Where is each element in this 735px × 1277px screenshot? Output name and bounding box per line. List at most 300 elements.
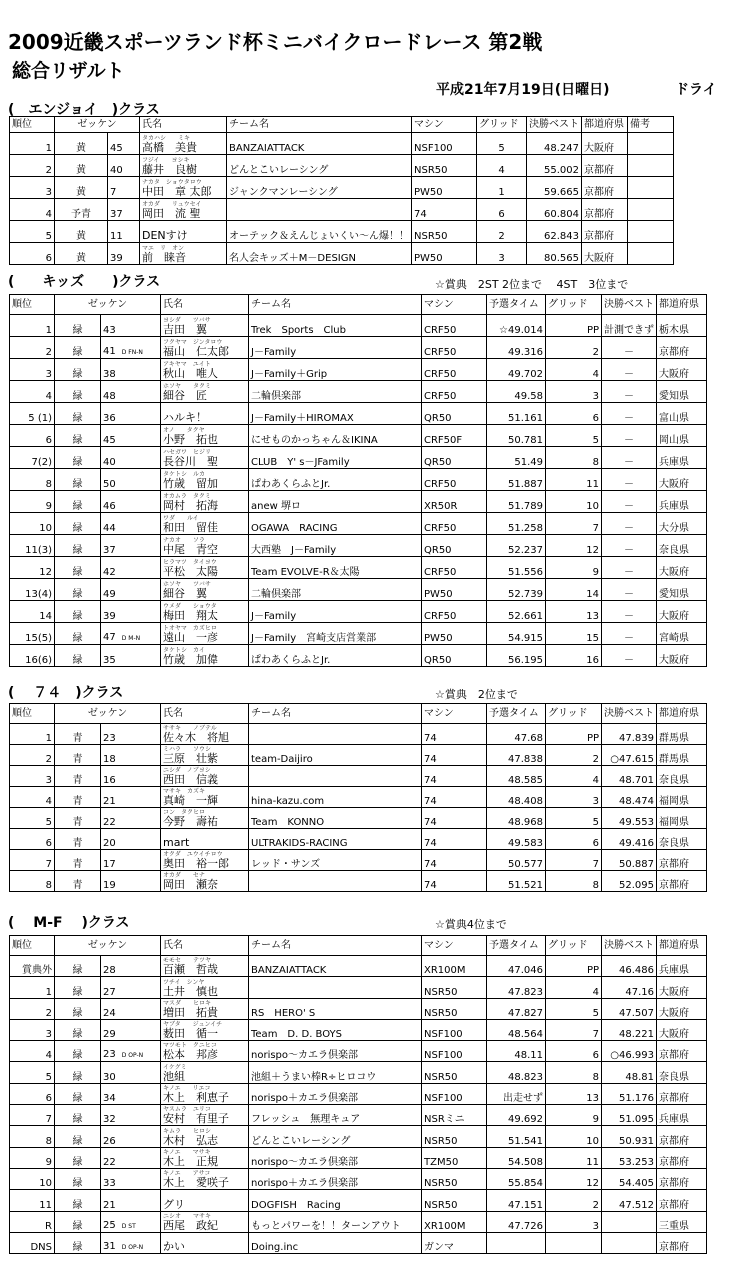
race-number: 32 bbox=[103, 1114, 116, 1126]
table-row bbox=[10, 724, 707, 745]
cell-grid: 5 bbox=[546, 998, 602, 1019]
cell-best-lap: 60.804 bbox=[527, 199, 582, 221]
cell-position: 10 bbox=[10, 513, 55, 535]
cell-grid: PP bbox=[546, 724, 602, 745]
cell-machine: PW50 bbox=[422, 579, 487, 601]
name-furigana: ホソヤ ツバサ bbox=[163, 581, 211, 588]
column-header: チーム名 bbox=[227, 117, 412, 133]
cell-machine: 74 bbox=[422, 850, 487, 871]
rider-name: 木上 利恵子 bbox=[163, 1091, 229, 1105]
cell-machine: CRF50 bbox=[422, 337, 487, 359]
cell-grid: 4 bbox=[546, 766, 602, 787]
cell-best-lap: － bbox=[602, 601, 657, 623]
name-furigana: キムラ ヒロシ bbox=[163, 1127, 211, 1135]
cell-qualifying-time: 51.521 bbox=[487, 871, 546, 892]
cell-grid: 9 bbox=[546, 557, 602, 579]
cell-number bbox=[101, 977, 161, 998]
table-row bbox=[10, 977, 707, 998]
cell-machine: CRF50 bbox=[422, 381, 487, 403]
cell-team: CLUB Y' s－JFamily bbox=[249, 447, 422, 469]
table-row bbox=[10, 1168, 707, 1189]
cell-best-lap bbox=[602, 1232, 657, 1253]
cell-grid: 2 bbox=[546, 337, 602, 359]
cell-grid: 6 bbox=[477, 199, 527, 221]
cell-number bbox=[101, 645, 161, 667]
cell-machine: 74 bbox=[422, 808, 487, 829]
cell-position: 13(4) bbox=[10, 579, 55, 601]
cell-machine: XR50R bbox=[422, 491, 487, 513]
cell-number bbox=[101, 513, 161, 535]
table-row bbox=[10, 1105, 707, 1126]
cell-qualifying-time: 47.823 bbox=[487, 977, 546, 998]
name-furigana: マエ リ オン bbox=[142, 245, 185, 252]
number-class-tag: D FN-N bbox=[121, 349, 143, 356]
cell-plate-color: 緑 bbox=[55, 1190, 101, 1211]
cell-number bbox=[101, 1211, 161, 1232]
cell-prefecture: 奈良県 bbox=[657, 829, 707, 850]
cell-number bbox=[101, 724, 161, 745]
cell-prefecture: 京都府 bbox=[657, 1232, 707, 1253]
cell-team bbox=[249, 977, 422, 998]
table-row bbox=[10, 623, 707, 645]
column-header: 氏名 bbox=[161, 936, 249, 956]
race-number: 43 bbox=[103, 325, 116, 336]
results-table bbox=[9, 294, 707, 667]
cell-machine: NSR50 bbox=[412, 221, 477, 243]
cell-position: 賞典外 bbox=[10, 956, 55, 977]
name-furigana: キノエ マサキ bbox=[163, 1148, 211, 1156]
cell-plate-color: 緑 bbox=[55, 645, 101, 667]
cell-plate-color: 緑 bbox=[55, 447, 101, 469]
cell-rider-name bbox=[161, 359, 249, 381]
cell-position: 6 bbox=[10, 1083, 55, 1104]
cell-prefecture: 宮崎県 bbox=[657, 623, 707, 645]
cell-number bbox=[101, 1062, 161, 1083]
table-row bbox=[10, 221, 674, 243]
cell-grid: 12 bbox=[546, 535, 602, 557]
cell-rider-name bbox=[161, 1062, 249, 1083]
race-number: 27 bbox=[103, 986, 116, 998]
cell-qualifying-time: 47.838 bbox=[487, 745, 546, 766]
cell-qualifying-time: 55.854 bbox=[487, 1168, 546, 1189]
column-header: 決勝ベスト bbox=[602, 295, 657, 315]
cell-number bbox=[101, 469, 161, 491]
cell-team: anew 堺ロ bbox=[249, 491, 422, 513]
name-furigana: ウメダ ショウタ bbox=[163, 603, 217, 610]
cell-best-lap: 51.176 bbox=[602, 1083, 657, 1104]
cell-best-lap: － bbox=[602, 557, 657, 579]
cell-prefecture: 京都府 bbox=[657, 337, 707, 359]
cell-prefecture: 大阪府 bbox=[657, 469, 707, 491]
race-number: 16 bbox=[103, 775, 116, 786]
cell-team: RS HERO' S bbox=[249, 998, 422, 1019]
race-number: 42 bbox=[103, 567, 116, 578]
cell-plate-color: 青 bbox=[55, 850, 101, 871]
race-number: 33 bbox=[103, 1178, 116, 1190]
cell-best-lap: 52.095 bbox=[602, 871, 657, 892]
cell-number bbox=[101, 998, 161, 1019]
cell-position: 3 bbox=[10, 359, 55, 381]
rider-name: 中尾 青空 bbox=[163, 543, 218, 556]
column-header: 備考 bbox=[628, 117, 674, 133]
cell-number bbox=[101, 579, 161, 601]
cell-position: 2 bbox=[10, 155, 55, 177]
rider-name: 西田 信義 bbox=[163, 773, 218, 786]
cell-position: 2 bbox=[10, 998, 55, 1019]
cell-rider-name bbox=[161, 829, 249, 850]
cell-grid: 5 bbox=[477, 133, 527, 155]
cell-rider-name bbox=[161, 425, 249, 447]
section-title: ( エンジョイ )クラス bbox=[8, 102, 160, 118]
column-header: 予選タイム bbox=[487, 936, 546, 956]
cell-position: 6 bbox=[10, 829, 55, 850]
cell-best-lap: － bbox=[602, 645, 657, 667]
cell-machine: PW50 bbox=[412, 177, 477, 199]
cell-grid: 14 bbox=[546, 579, 602, 601]
rider-name: 池組 bbox=[163, 1069, 185, 1083]
cell-best-lap: 53.253 bbox=[602, 1147, 657, 1168]
cell-rider-name bbox=[161, 447, 249, 469]
table-row bbox=[10, 557, 707, 579]
cell-qualifying-time: 50.577 bbox=[487, 850, 546, 871]
cell-prefecture: 大阪府 bbox=[657, 977, 707, 998]
column-header: 決勝ベスト bbox=[602, 936, 657, 956]
cell-plate-color: 緑 bbox=[55, 956, 101, 977]
cell-plate-color: 青 bbox=[55, 829, 101, 850]
cell-position: 6 bbox=[10, 243, 55, 265]
doc-title: 2009近畿スポーツランド杯ミニバイクロードレース 第2戦 bbox=[8, 30, 543, 54]
cell-grid: 3 bbox=[546, 1211, 602, 1232]
cell-best-lap: － bbox=[602, 579, 657, 601]
race-number: 45 bbox=[110, 143, 123, 154]
cell-qualifying-time: 52.237 bbox=[487, 535, 546, 557]
cell-position: 8 bbox=[10, 871, 55, 892]
cell-plate-color: 緑 bbox=[55, 623, 101, 645]
cell-prefecture: 兵庫県 bbox=[657, 447, 707, 469]
cell-machine: PW50 bbox=[412, 243, 477, 265]
rider-name: 増田 拓貴 bbox=[163, 1005, 218, 1019]
cell-machine: NSF100 bbox=[422, 1019, 487, 1040]
cell-best-lap: 62.843 bbox=[527, 221, 582, 243]
cell-machine: 74 bbox=[422, 745, 487, 766]
cell-number bbox=[101, 1232, 161, 1253]
cell-position: 1 bbox=[10, 315, 55, 337]
race-number: 45 bbox=[103, 435, 116, 446]
rider-name: 小野 拓也 bbox=[163, 433, 218, 446]
number-class-tag: D M-N bbox=[121, 635, 141, 642]
race-number: 47 bbox=[103, 632, 116, 643]
cell-rider-name bbox=[140, 133, 227, 155]
cell-position: 5 bbox=[10, 221, 55, 243]
rider-name: ハルキ！ bbox=[163, 411, 207, 424]
section-title: ( M-F )クラス bbox=[8, 915, 130, 931]
cell-qualifying-time: 49.702 bbox=[487, 359, 546, 381]
cell-machine: 74 bbox=[422, 787, 487, 808]
cell-best-lap: 47.16 bbox=[602, 977, 657, 998]
cell-machine: NSR50 bbox=[412, 155, 477, 177]
cell-prefecture: 大阪府 bbox=[582, 133, 628, 155]
cell-best-lap: － bbox=[602, 425, 657, 447]
name-furigana: コン タクヒロ bbox=[163, 809, 206, 816]
cell-plate-color: 黄 bbox=[55, 221, 108, 243]
rider-name: 土井 慎也 bbox=[163, 984, 218, 998]
cell-rider-name bbox=[161, 381, 249, 403]
table-row bbox=[10, 155, 674, 177]
section-title: ( ７４ )クラス bbox=[8, 685, 124, 701]
cell-grid: 8 bbox=[546, 1062, 602, 1083]
cell-team: どんとこいレーシング bbox=[249, 1126, 422, 1147]
race-number: 7 bbox=[110, 187, 117, 198]
cell-number bbox=[101, 1190, 161, 1211]
cell-prefecture: 奈良県 bbox=[657, 535, 707, 557]
column-header: 順位 bbox=[10, 936, 55, 956]
cell-prefecture: 三重県 bbox=[657, 1211, 707, 1232]
cell-prefecture: 栃木県 bbox=[657, 315, 707, 337]
column-header: 決勝ベスト bbox=[527, 117, 582, 133]
table-row bbox=[10, 645, 707, 667]
cell-grid: 12 bbox=[546, 1168, 602, 1189]
column-header: ゼッケン bbox=[55, 936, 161, 956]
cell-best-lap: 48.81 bbox=[602, 1062, 657, 1083]
cell-best-lap: － bbox=[602, 381, 657, 403]
cell-machine: ガンマ bbox=[422, 1232, 487, 1253]
cell-qualifying-time: 47.827 bbox=[487, 998, 546, 1019]
cell-plate-color: 緑 bbox=[55, 977, 101, 998]
table-row bbox=[10, 1211, 707, 1232]
cell-grid: 16 bbox=[546, 645, 602, 667]
name-furigana: タカハシ ミキ bbox=[142, 135, 191, 142]
cell-remarks bbox=[628, 177, 674, 199]
cell-plate-color: 黄 bbox=[55, 177, 108, 199]
rider-name: 岡村 拓海 bbox=[163, 499, 218, 512]
cell-number bbox=[101, 403, 161, 425]
cell-number bbox=[101, 871, 161, 892]
cell-plate-color: 青 bbox=[55, 787, 101, 808]
cell-plate-color: 緑 bbox=[55, 359, 101, 381]
table-row bbox=[10, 199, 674, 221]
cell-qualifying-time: 出走せず bbox=[487, 1083, 546, 1104]
cell-prefecture: 大阪府 bbox=[657, 601, 707, 623]
cell-machine: PW50 bbox=[422, 623, 487, 645]
cell-team: norispo＋カエラ倶楽部 bbox=[249, 1168, 422, 1189]
cell-qualifying-time: 51.789 bbox=[487, 491, 546, 513]
cell-prefecture: 富山県 bbox=[657, 403, 707, 425]
column-header: マシン bbox=[422, 295, 487, 315]
cell-position: 5 bbox=[10, 808, 55, 829]
column-header: マシン bbox=[412, 117, 477, 133]
rider-name: 遠山 一彦 bbox=[163, 631, 218, 644]
cell-rider-name bbox=[161, 1126, 249, 1147]
cell-rider-name bbox=[161, 787, 249, 808]
cell-prefecture: 京都府 bbox=[657, 1190, 707, 1211]
name-furigana: マサキ カズキ bbox=[163, 788, 206, 795]
cell-rider-name bbox=[161, 977, 249, 998]
table-row bbox=[10, 315, 707, 337]
table-row bbox=[10, 808, 707, 829]
section-prize-note: ☆賞典 2ST 2位まで 4ST 3位まで bbox=[435, 278, 629, 291]
rider-name: 細谷 匠 bbox=[163, 389, 207, 402]
cell-number bbox=[101, 829, 161, 850]
cell-qualifying-time: 48.11 bbox=[487, 1041, 546, 1062]
cell-qualifying-time: 49.692 bbox=[487, 1105, 546, 1126]
cell-plate-color: 青 bbox=[55, 871, 101, 892]
cell-number bbox=[108, 243, 140, 265]
name-furigana: キノエ アサコ bbox=[163, 1170, 211, 1178]
cell-grid: 6 bbox=[546, 403, 602, 425]
cell-rider-name bbox=[161, 645, 249, 667]
rider-name: 木村 弘志 bbox=[163, 1133, 218, 1147]
cell-machine: QR50 bbox=[422, 447, 487, 469]
race-number: 36 bbox=[103, 413, 116, 424]
cell-team: 二輪倶楽部 bbox=[249, 381, 422, 403]
cell-team: Doing.inc bbox=[249, 1232, 422, 1253]
cell-number bbox=[101, 425, 161, 447]
cell-number bbox=[101, 1019, 161, 1040]
cell-best-lap: 48.221 bbox=[602, 1019, 657, 1040]
cell-qualifying-time: 48.564 bbox=[487, 1019, 546, 1040]
rider-name: 秋山 唯人 bbox=[163, 367, 218, 380]
cell-number bbox=[101, 1041, 161, 1062]
cell-position: 4 bbox=[10, 381, 55, 403]
name-furigana: オクダ ユウイチロウ bbox=[163, 851, 223, 858]
cell-best-lap: 48.701 bbox=[602, 766, 657, 787]
rider-name: 梅田 翔太 bbox=[163, 609, 218, 622]
cell-team: Team EVOLVE-R＆太陽 bbox=[249, 557, 422, 579]
race-number: 21 bbox=[103, 796, 116, 807]
cell-position: 7(2) bbox=[10, 447, 55, 469]
column-header: チーム名 bbox=[249, 704, 422, 724]
table-row bbox=[10, 403, 707, 425]
cell-prefecture: 京都府 bbox=[657, 1041, 707, 1062]
cell-rider-name bbox=[161, 315, 249, 337]
column-header: チーム名 bbox=[249, 295, 422, 315]
cell-machine: CRF50 bbox=[422, 513, 487, 535]
cell-plate-color: 青 bbox=[55, 808, 101, 829]
name-furigana: オカダ セナ bbox=[163, 872, 205, 879]
name-furigana: ナカオ ソラ bbox=[163, 537, 205, 544]
cell-position: 8 bbox=[10, 1126, 55, 1147]
rider-name: 真崎 一輝 bbox=[163, 794, 218, 807]
rider-name: 薮田 循一 bbox=[163, 1027, 218, 1041]
cell-grid: 7 bbox=[546, 850, 602, 871]
cell-best-lap: 48.247 bbox=[527, 133, 582, 155]
cell-plate-color: 緑 bbox=[55, 557, 101, 579]
name-furigana: ニシダ ノブヨシ bbox=[163, 767, 211, 774]
cell-best-lap: － bbox=[602, 403, 657, 425]
table-row bbox=[10, 177, 674, 199]
cell-plate-color: 緑 bbox=[55, 469, 101, 491]
table-row bbox=[10, 337, 707, 359]
rider-name: 平松 太陽 bbox=[163, 565, 218, 578]
table-row bbox=[10, 1062, 707, 1083]
cell-qualifying-time: 49.316 bbox=[487, 337, 546, 359]
cell-rider-name bbox=[161, 513, 249, 535]
race-number: 35 bbox=[103, 655, 116, 666]
cell-qualifying-time: 51.887 bbox=[487, 469, 546, 491]
cell-grid: 3 bbox=[546, 787, 602, 808]
cell-grid: 9 bbox=[546, 1105, 602, 1126]
cell-qualifying-time: 51.258 bbox=[487, 513, 546, 535]
cell-team: ぱわあくらふとJr. bbox=[249, 469, 422, 491]
cell-plate-color: 緑 bbox=[55, 1168, 101, 1189]
cell-team: どんとこいレーシング bbox=[227, 155, 412, 177]
cell-plate-color: 緑 bbox=[55, 579, 101, 601]
column-header: 決勝ベスト bbox=[602, 704, 657, 724]
cell-qualifying-time: 49.58 bbox=[487, 381, 546, 403]
cell-qualifying-time: 49.583 bbox=[487, 829, 546, 850]
cell-plate-color: 緑 bbox=[55, 1041, 101, 1062]
cell-grid: 10 bbox=[546, 1126, 602, 1147]
cell-plate-color: 緑 bbox=[55, 337, 101, 359]
cell-machine: NSRミニ bbox=[422, 1105, 487, 1126]
rider-name: 木上 愛咲子 bbox=[163, 1176, 229, 1190]
cell-best-lap: 49.553 bbox=[602, 808, 657, 829]
table-row bbox=[10, 381, 707, 403]
cell-number bbox=[101, 623, 161, 645]
cell-prefecture: 岡山県 bbox=[657, 425, 707, 447]
table-row bbox=[10, 850, 707, 871]
cell-prefecture: 群馬県 bbox=[657, 724, 707, 745]
cell-grid: 4 bbox=[546, 359, 602, 381]
cell-number bbox=[101, 601, 161, 623]
race-number: 46 bbox=[103, 501, 116, 512]
race-number: 21 bbox=[103, 1199, 116, 1211]
cell-rider-name bbox=[161, 1232, 249, 1253]
cell-best-lap: － bbox=[602, 623, 657, 645]
name-furigana: ハセガワ ヒジリ bbox=[163, 449, 212, 456]
cell-plate-color: 青 bbox=[55, 745, 101, 766]
name-furigana: タケトシ ルカ bbox=[163, 471, 206, 478]
rider-name: 福山 仁太郎 bbox=[163, 345, 229, 358]
cell-best-lap bbox=[602, 1211, 657, 1232]
cell-rider-name bbox=[161, 469, 249, 491]
cell-grid: 8 bbox=[546, 871, 602, 892]
cell-machine: QR50 bbox=[422, 535, 487, 557]
cell-machine: NSR50 bbox=[422, 1190, 487, 1211]
cell-prefecture: 愛知県 bbox=[657, 579, 707, 601]
cell-number bbox=[108, 221, 140, 243]
race-number: 39 bbox=[110, 253, 123, 264]
cell-machine: NSF100 bbox=[412, 133, 477, 155]
rider-name: 西尾 政紀 bbox=[163, 1218, 218, 1232]
rider-name: 吉田 翼 bbox=[163, 323, 207, 336]
cell-rider-name bbox=[140, 177, 227, 199]
cell-plate-color: 緑 bbox=[55, 381, 101, 403]
cell-position: 12 bbox=[10, 557, 55, 579]
cell-best-lap: ○47.615 bbox=[602, 745, 657, 766]
cell-plate-color: 緑 bbox=[55, 1083, 101, 1104]
cell-plate-color: 緑 bbox=[55, 513, 101, 535]
rider-name: 藤井 良樹 bbox=[142, 163, 197, 176]
cell-best-lap: 80.565 bbox=[527, 243, 582, 265]
cell-rider-name bbox=[161, 601, 249, 623]
rider-name: 竹歳 留加 bbox=[163, 477, 218, 490]
cell-rider-name bbox=[161, 1190, 249, 1211]
cell-plate-color: 緑 bbox=[55, 535, 101, 557]
table-row bbox=[10, 1190, 707, 1211]
cell-team bbox=[249, 724, 422, 745]
cell-rider-name bbox=[161, 1105, 249, 1126]
cell-qualifying-time: 56.195 bbox=[487, 645, 546, 667]
cell-qualifying-time: 47.726 bbox=[487, 1211, 546, 1232]
race-number: 22 bbox=[103, 1156, 116, 1168]
cell-qualifying-time: 47.68 bbox=[487, 724, 546, 745]
cell-team: OGAWA RACING bbox=[249, 513, 422, 535]
cell-remarks bbox=[628, 155, 674, 177]
cell-machine: CRF50 bbox=[422, 601, 487, 623]
cell-grid: 2 bbox=[477, 221, 527, 243]
cell-team: J－Family bbox=[249, 337, 422, 359]
